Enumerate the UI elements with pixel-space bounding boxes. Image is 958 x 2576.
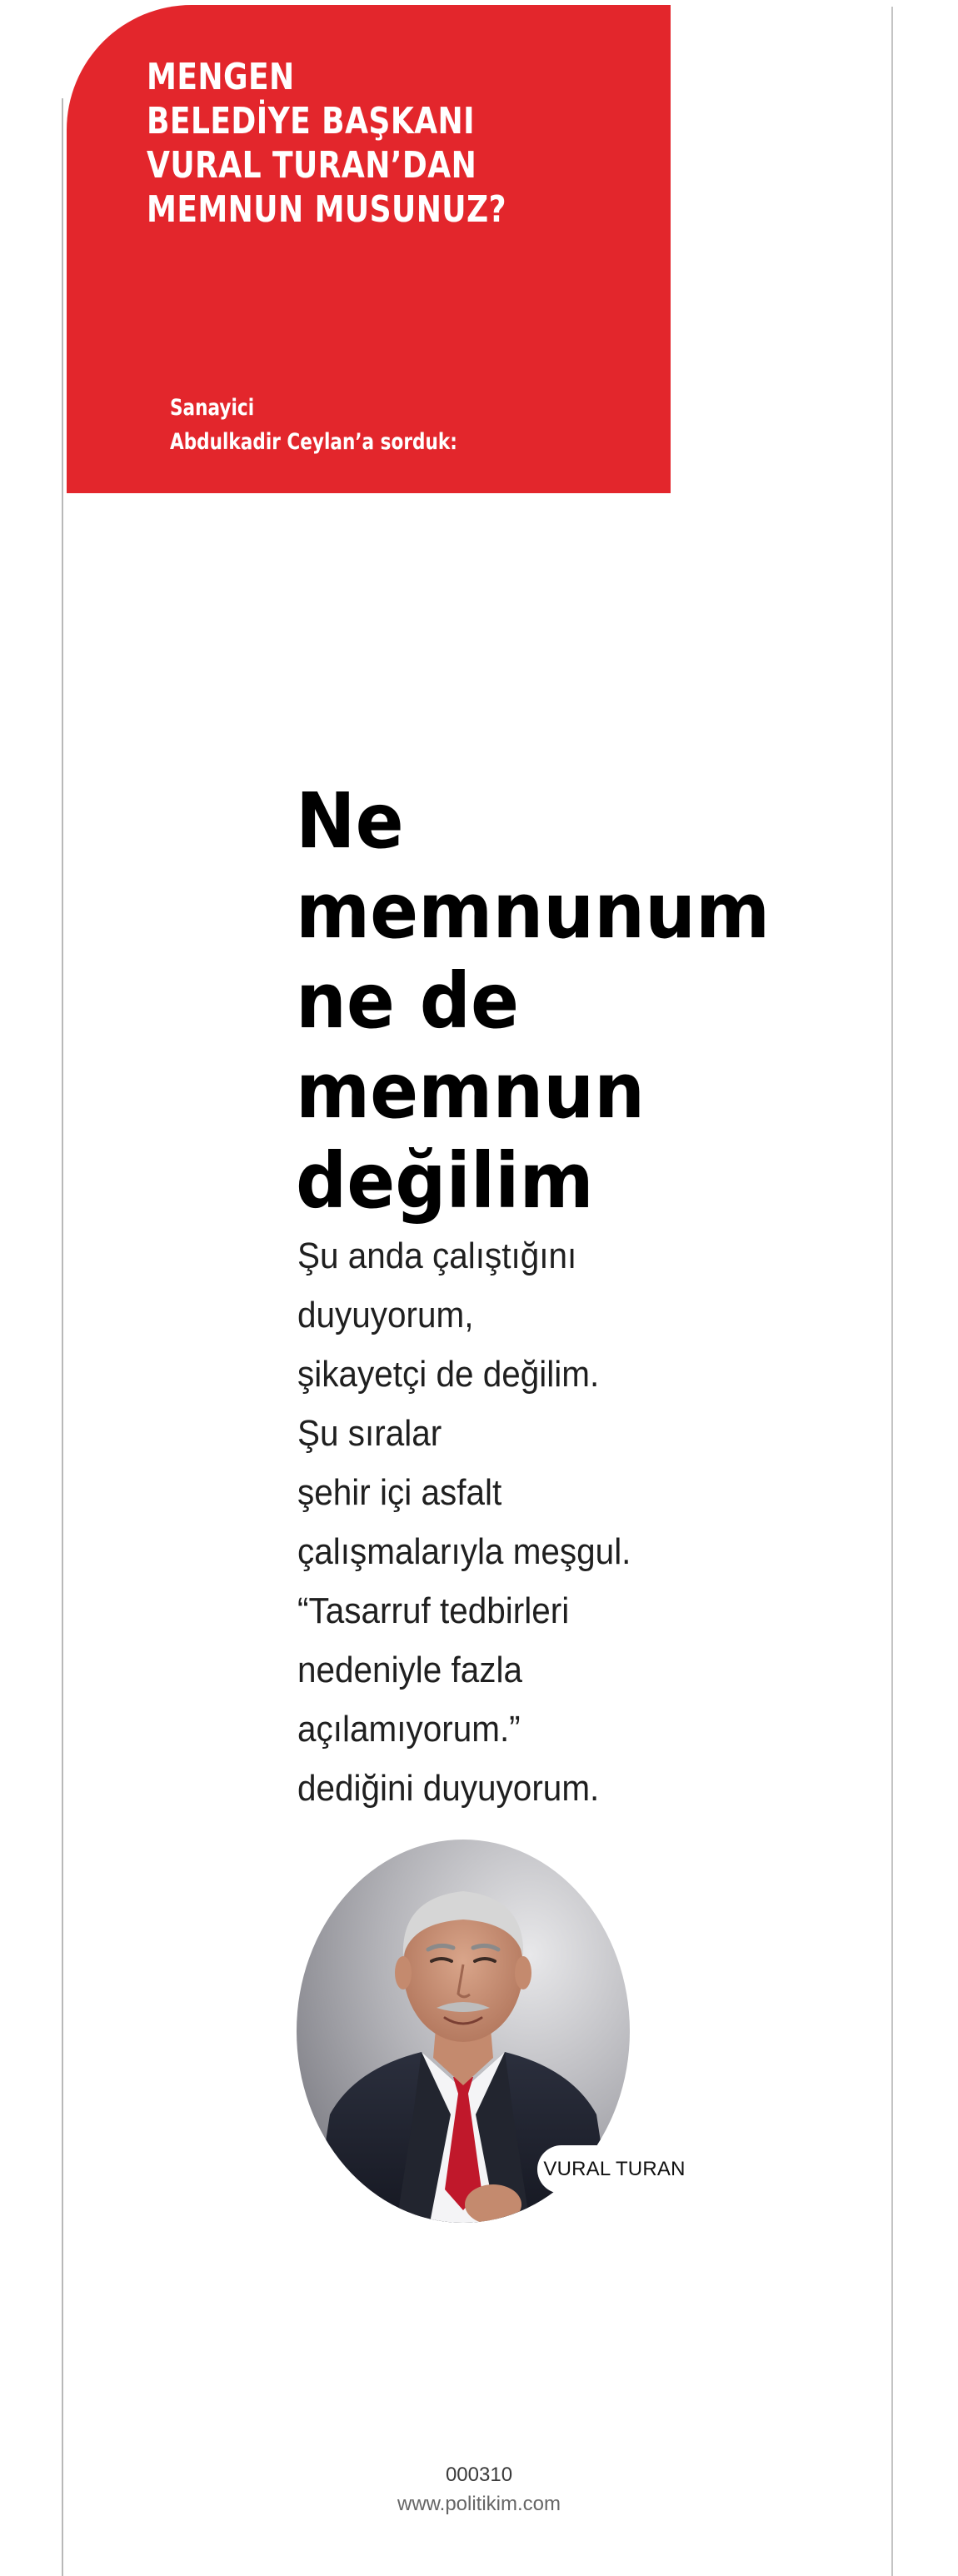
header-title-line: BELEDİYE BAŞKANI — [147, 100, 475, 142]
headline-line: Ne — [296, 776, 404, 866]
header-subtitle — [170, 391, 457, 459]
body-line: duyuyorum, — [297, 1295, 474, 1335]
body-line: Şu anda çalıştığını — [297, 1236, 577, 1276]
headline-line: memnun — [296, 1046, 646, 1136]
quote-body — [297, 1226, 696, 1818]
ear-left — [395, 1956, 412, 1989]
headline-line: memnunum — [296, 866, 771, 956]
hand-shape — [465, 2184, 521, 2223]
header-title-line: VURAL TURAN’DAN — [147, 144, 477, 187]
headline-line: ne de — [296, 956, 520, 1046]
header-title — [147, 55, 529, 232]
body-line: şikayetçi de değilim. — [297, 1354, 600, 1395]
headline-line: değilim — [296, 1136, 594, 1226]
body-line: açılamıyorum.” — [297, 1709, 521, 1750]
footer-code: 000310 — [445, 2464, 513, 2486]
header-title-line: MEMNUN MUSUNUZ? — [147, 188, 506, 231]
body-line: nedeniyle fazla — [297, 1650, 523, 1690]
right-margin-rule — [891, 7, 893, 2576]
quote-headline — [296, 776, 771, 1226]
body-line: dediğini duyuyorum. — [297, 1768, 600, 1809]
header-title-line: MENGEN — [147, 56, 295, 98]
left-margin-rule — [62, 98, 63, 2576]
header-subtitle-line: Sanayici — [170, 395, 255, 421]
body-line: “Tasarruf tedbirleri — [297, 1590, 570, 1631]
ear-right — [515, 1956, 531, 1989]
header-subtitle-line: Abdulkadir Ceylan’a sorduk: — [170, 429, 457, 455]
portrait-name-tag: VURAL TURAN — [537, 2145, 691, 2194]
footer-url[interactable]: www.politikim.com — [397, 2493, 561, 2515]
body-line: Şu sıralar — [297, 1413, 442, 1454]
body-line: şehir içi asfalt — [297, 1472, 502, 1513]
body-line: çalışmalarıyla meşgul. — [297, 1531, 631, 1572]
